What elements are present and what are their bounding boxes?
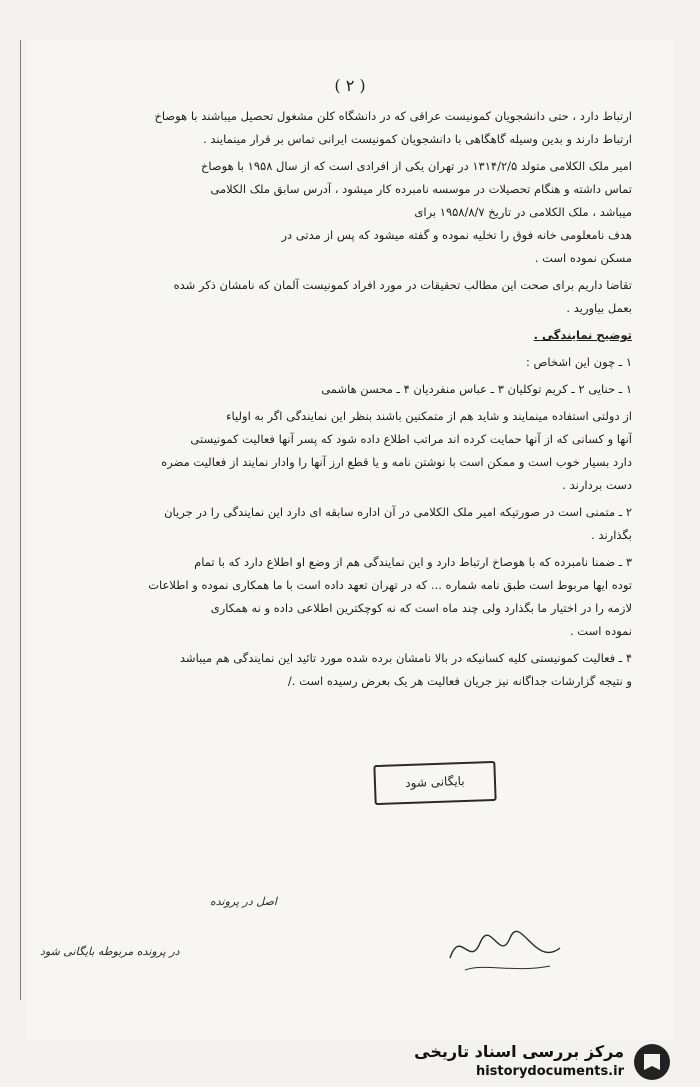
text-line: میباشد ، ملک الکلامی در تاریخ ۱۹۵۸/۸/۷ برای <box>414 205 632 219</box>
text-line: تماس داشته و هنگام تحصیلات در موسسه نامبرده کار میشود ، آدرس سابق ملک الکلامی <box>210 182 632 196</box>
text-line: تقاضا داریم برای صحت این مطالب تحقیقات در مورد افراد کمونیست آلمان که نامشان ذکر شده <box>173 278 632 292</box>
watermark <box>414 1042 680 1082</box>
paragraph <box>60 647 632 693</box>
text-line: دارد بسیار خوب است و ممکن است با نوشتن نامه و یا قطع ارز آنها را وادار نمایند از فعالیت مضره <box>161 455 632 469</box>
text-line: ۱ ـ حنایی ۲ ـ کریم توکلیان ۳ ـ عباس منفردیان ۴ ـ محسن هاشمی <box>321 382 632 396</box>
text-line: بعمل بیاورید . <box>566 301 632 315</box>
signature <box>440 918 570 978</box>
text-line: بگذارند . <box>591 528 632 542</box>
text-line: لازمه را در اختیار ما بگذارد ولی چند ماه است که نه کوچکترین اطلاعی داده و نه همکاری <box>210 601 632 615</box>
watermark-logo-icon <box>632 1042 672 1082</box>
text-line: ارتباط دارند و بدین وسیله گاهگاهی با دانشجویان کمونیست ایرانی تماس بر قرار مینمایند . <box>203 132 632 146</box>
section-heading <box>60 324 632 347</box>
text-line: آنها و کسانی که از آنها حمایت کرده اند مراتب اطلاع داده شود که پسر آنها فعالیت کمونیستی <box>190 432 632 446</box>
paragraph <box>60 351 632 374</box>
text-line: از دولتی استفاده مینمایند و شاید هم از متمکنین باشند بنظر این نمایندگی اگر به اولیاء <box>226 409 632 423</box>
text-line: ۳ ـ ضمنا نامبرده که با هوصاخ ارتباط دارد و این نمایندگی هم از وضع او اطلاع دارد که با تمام <box>194 555 632 569</box>
text-line: هدف نامعلومی خانه فوق را تخلیه نموده و گفته میشود که پس از مدتی در <box>281 228 632 242</box>
paragraph <box>60 274 632 320</box>
text-line: و نتیجه گزارشات جداگانه نیز جریان فعالیت هر یک بعرض رسیده است ./ <box>287 674 632 688</box>
text-line: ۱ ـ چون این اشخاص : <box>525 355 632 369</box>
paragraph <box>60 501 632 547</box>
paragraph <box>60 155 632 270</box>
page-number: ( ۲ ) <box>334 76 366 95</box>
text-line: توده ایها مربوط است طبق نامه شماره ... که در تهران تعهد داده است با ما همکاری نموده و اطلاعات <box>148 578 632 592</box>
archive-stamp: بایگانی شود <box>373 761 496 805</box>
paragraph <box>60 551 632 643</box>
paragraph <box>60 405 632 497</box>
text-line: امیر ملک الکلامی متولد ۱۳۱۴/۲/۵ در تهران یکی از افرادی است که از سال ۱۹۵۸ با هوصاخ <box>200 159 632 173</box>
paragraph <box>60 105 632 151</box>
handwritten-note-bottom: در پرونده مربوطه بایگانی شود <box>40 945 180 958</box>
left-margin-line <box>20 40 21 1000</box>
text-line: ۲ ـ متمنی است در صورتیکه امیر ملک الکلامی در آن اداره سابقه ای دارد این نمایندگی را در جریان <box>164 505 632 519</box>
text-line: دست بردارند . <box>562 478 632 492</box>
watermark-url: historydocuments.ir <box>475 1064 624 1079</box>
handwritten-note-original: اصل در پرونده <box>210 895 277 908</box>
text-line: ارتباط دارد ، حتی دانشجویان کمونیست عراقی که در دانشگاه کلن مشغول تحصیل میباشند با هوصاخ <box>154 109 632 123</box>
text-line: نموده است . <box>569 624 632 638</box>
text-line: توضیح نمایندگی . <box>533 328 632 342</box>
paragraph <box>60 378 632 401</box>
text-line: مسکن نموده است . <box>534 251 632 265</box>
letter-body <box>60 105 632 697</box>
text-line: ۴ ـ فعالیت کمونیستی کلیه کسانیکه در بالا نامشان برده شده مورد تائید این نمایندگی هم میباشد <box>179 651 632 665</box>
watermark-title: مرکز بررسی اسناد تاریخی <box>414 1042 624 1061</box>
